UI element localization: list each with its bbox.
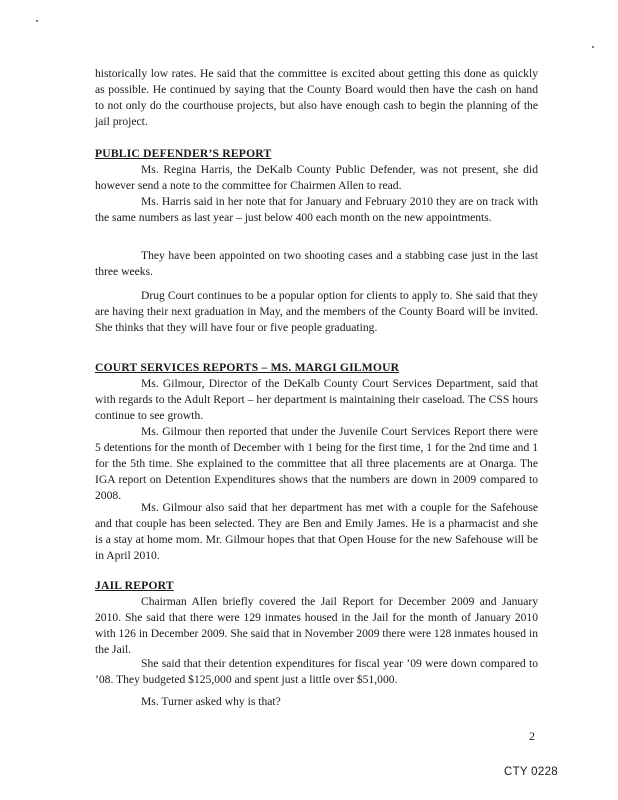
paragraph-block xyxy=(95,424,538,504)
body-paragraph: historically low rates. He said that the committee is excited about getting this done as quickly as possible. He continued by saying that the County Board would then have the cash on hand to not only do the courthouse projects, but also have enough cash to begin the planning of the jail project. xyxy=(95,67,538,128)
jail-section xyxy=(95,578,538,658)
paragraph-block xyxy=(95,288,538,336)
bates-number: CTY 0228 xyxy=(504,766,558,778)
body-paragraph: Drug Court continues to be a popular option for clients to apply to. She said that they are having their next graduation in May, and the members of the County Board will be invited. She thinks that they will have four or five people graduating. xyxy=(95,289,538,334)
court-services-section xyxy=(95,360,538,424)
scan-speck xyxy=(592,46,594,48)
scan-speck xyxy=(36,20,38,22)
body-paragraph: Chairman Allen briefly covered the Jail Report for December 2009 and January 2010. She said that there were 129 inmates housed in the Jail for the month of January 2010 with 126 in December 2009. She said that in November 2009 there were 128 inmates housed in the Jail. xyxy=(95,595,538,656)
paragraph-block xyxy=(95,248,538,280)
body-paragraph: Ms. Regina Harris, the DeKalb County Public Defender, was not present, she did however send a note to the committee for Chairmen Allen to read. xyxy=(95,163,538,192)
body-paragraph: She said that their detention expenditures for fiscal year ’09 were down compared to ’08. They budgeted $125,000 and spent just a little over $51,000. xyxy=(95,657,538,686)
section-heading: COURT SERVICES REPORTS – MS. MARGI GILMOUR xyxy=(95,361,400,374)
body-paragraph: Ms. Turner asked why is that? xyxy=(141,695,281,708)
body-paragraph: Ms. Gilmour also said that her department has met with a couple for the Safehouse and that couple has been selected. They are Ben and Emily James. He is a pharmacist and she is a stay at home mom. Mr. Gilmour hopes that that Open House for the new Safehouse will be in April 2010. xyxy=(95,501,538,562)
body-paragraph: Ms. Harris said in her note that for January and February 2010 they are on track with the same numbers as last year – just below 400 each month on the new appointments. xyxy=(95,195,538,224)
paragraph-block xyxy=(95,500,538,564)
paragraph-block xyxy=(95,656,538,688)
paragraph-block xyxy=(95,194,538,226)
public-defender-section xyxy=(95,146,538,194)
body-paragraph: Ms. Gilmour, Director of the DeKalb County Court Services Department, said that with regards to the Adult Report – her department is maintaining their caseload. The CSS hours continue to see growth. xyxy=(95,377,538,422)
intro-paragraph xyxy=(95,66,538,130)
page-number: 2 xyxy=(529,729,535,743)
body-paragraph: They have been appointed on two shooting cases and a stabbing case just in the last three weeks. xyxy=(95,249,538,278)
section-heading: PUBLIC DEFENDER’S REPORT xyxy=(95,147,272,160)
section-heading: JAIL REPORT xyxy=(95,579,174,592)
body-paragraph: Ms. Gilmour then reported that under the Juvenile Court Services Report there were 5 detentions for the month of December with 1 being for the first time, 1 for the 2nd time and 1 for the 5th time. She explained to the committee that all three placements are at Onarga. The IGA report on Detention Expenditures shows that the numbers are down in 2009 compared to 2008. xyxy=(95,425,538,502)
paragraph-block xyxy=(95,694,538,710)
